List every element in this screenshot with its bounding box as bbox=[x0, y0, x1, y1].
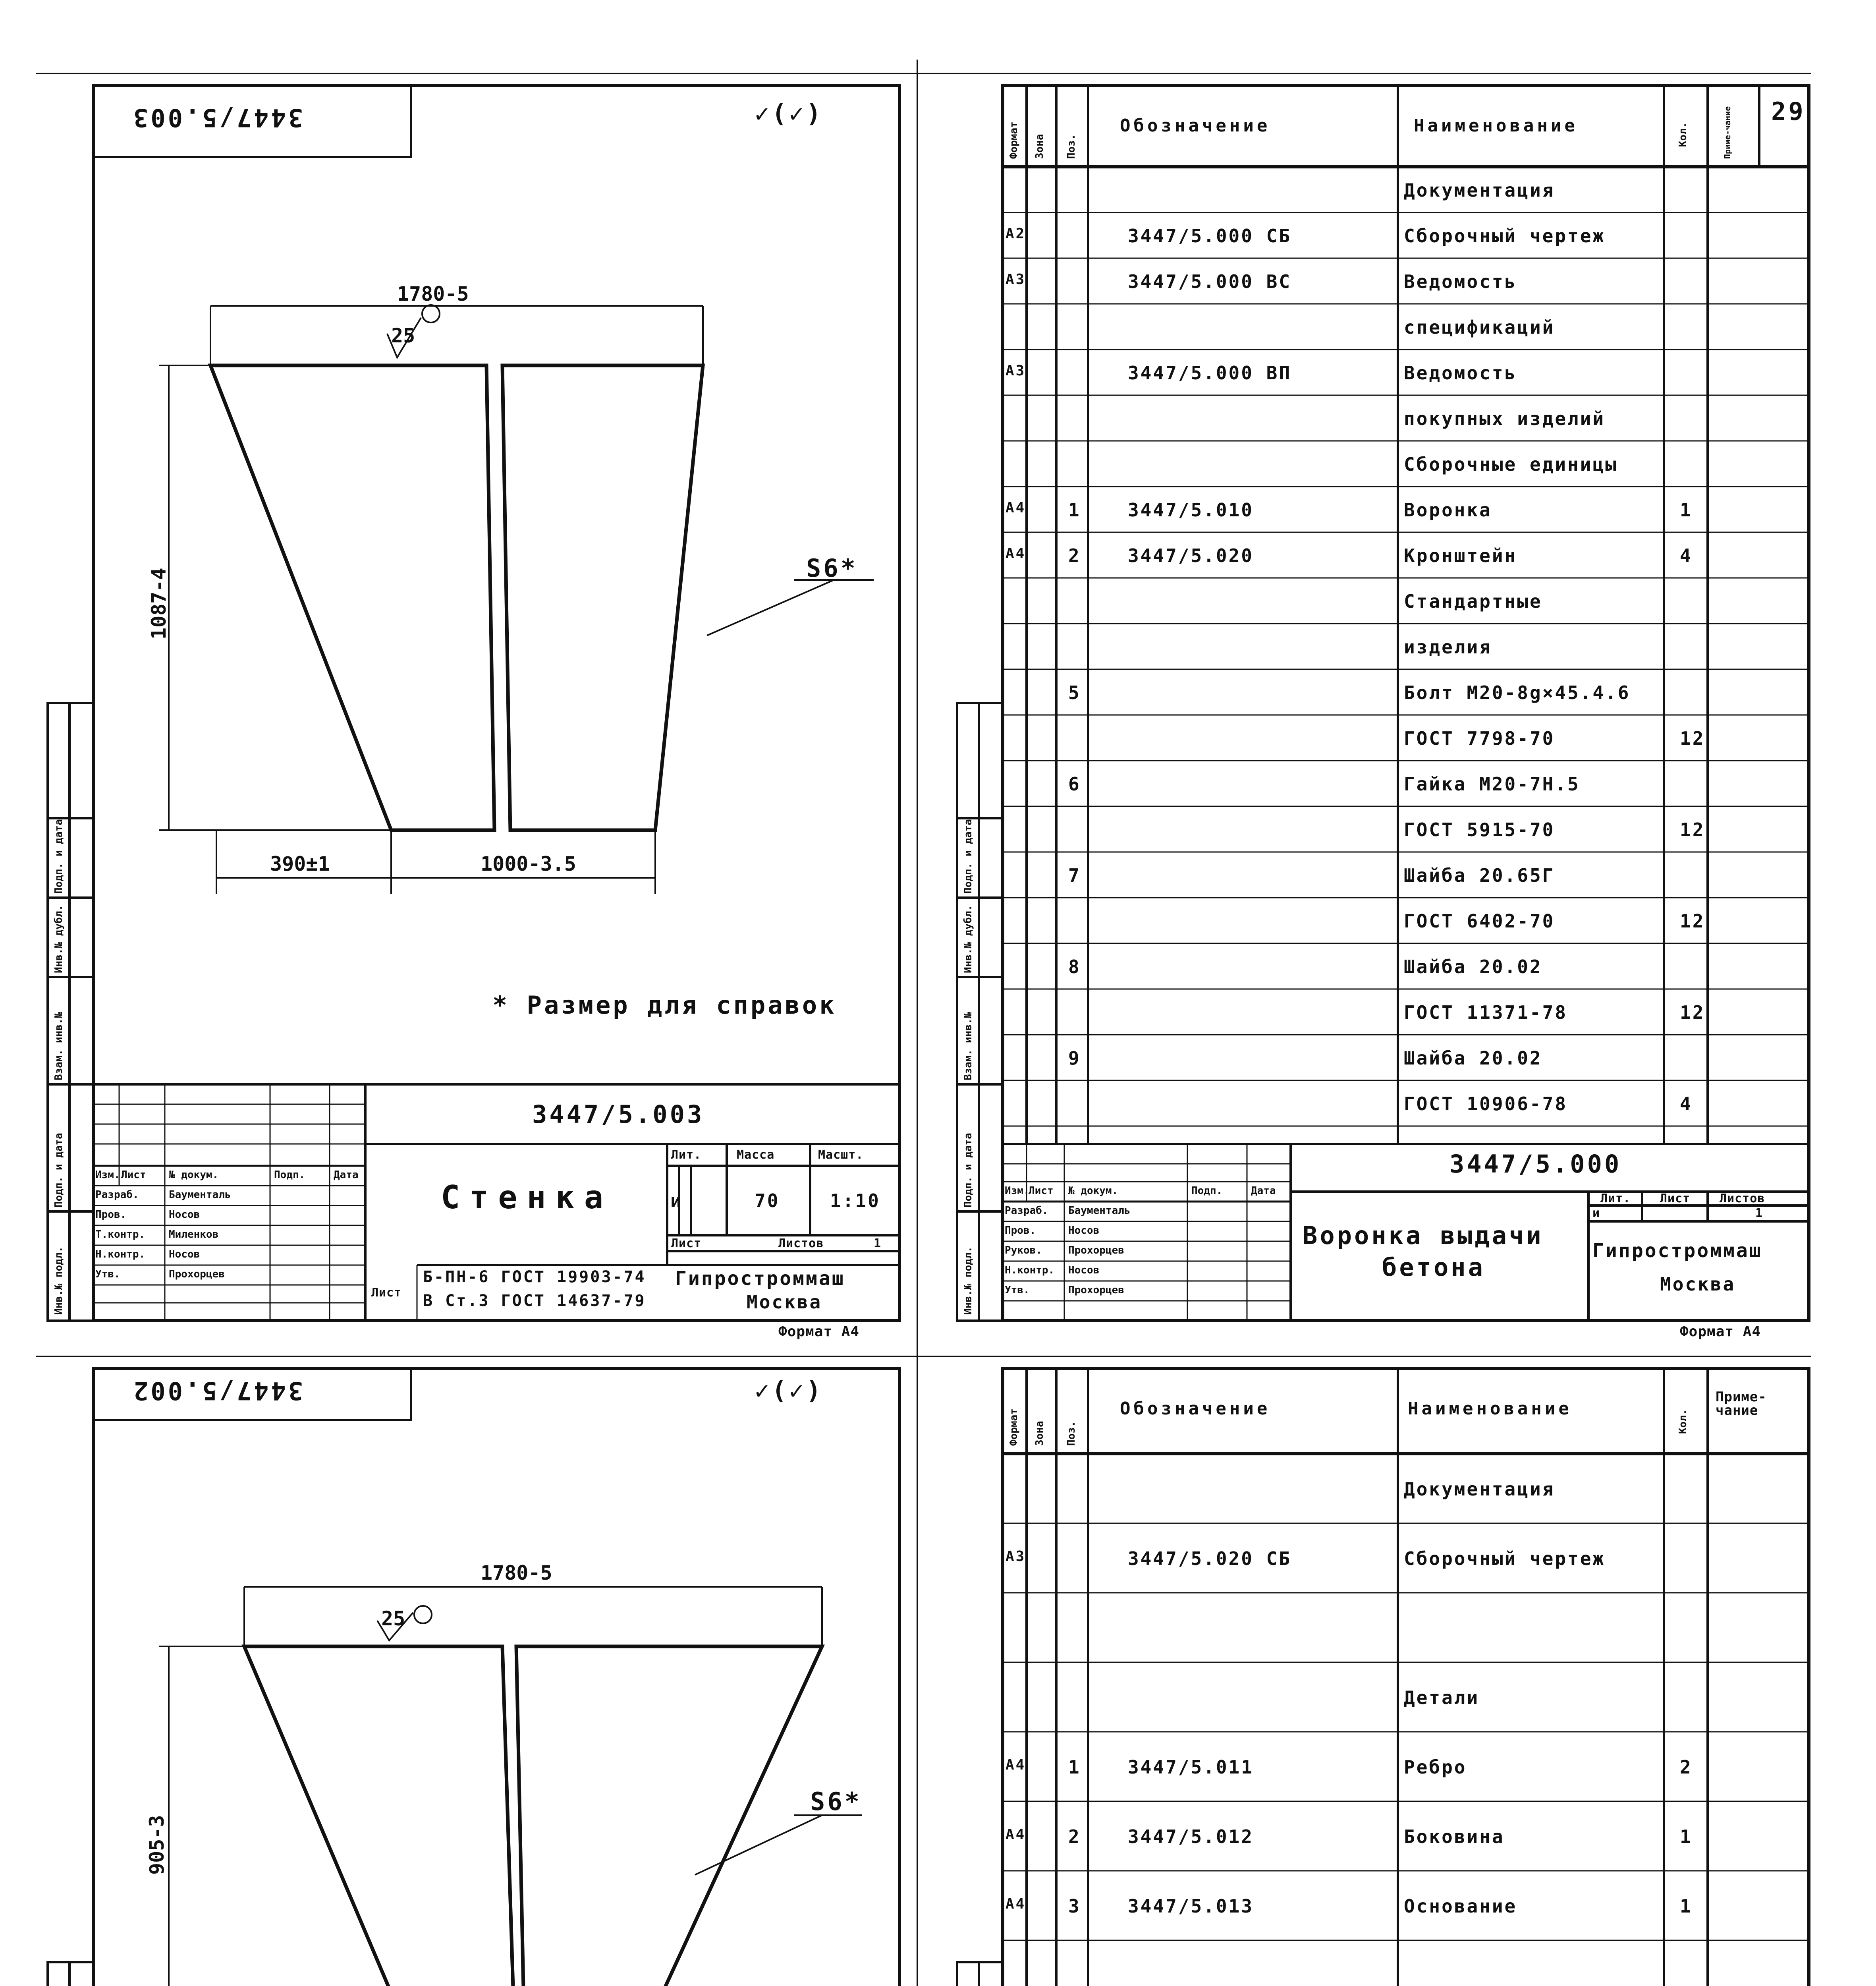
side-inv-dubl: Инв.№ дубл. bbox=[53, 904, 65, 973]
roughness-mark: ✓(✓) bbox=[755, 99, 824, 128]
tb-sign: Подп. bbox=[274, 1169, 305, 1181]
spec-qty: 1 bbox=[1680, 1826, 1693, 1847]
spec-pos: 5 bbox=[1068, 682, 1081, 703]
mass-value: 70 bbox=[755, 1190, 780, 1211]
spec-format: А4 bbox=[1006, 499, 1026, 516]
tb-name-5: Прохорцев bbox=[1068, 1284, 1124, 1296]
tb-role-3: Т.контр. bbox=[95, 1229, 145, 1240]
spec-pos: 7 bbox=[1068, 864, 1081, 886]
spec-name: Шайба 20.02 bbox=[1404, 1047, 1542, 1069]
tb-izm: Изм. bbox=[95, 1169, 120, 1181]
tb-role-1: Разраб. bbox=[95, 1189, 139, 1201]
sheets-hdr: Листов bbox=[778, 1236, 824, 1250]
reference-note: * Размер для справок bbox=[492, 991, 837, 1020]
tb-role-4: Н.контр. bbox=[1005, 1264, 1055, 1276]
spec-format: А4 bbox=[1006, 1756, 1026, 1773]
tb-doc: № докум. bbox=[169, 1169, 219, 1181]
hdr-format: Формат bbox=[1008, 122, 1020, 159]
tb-doc: № докум. bbox=[1068, 1185, 1118, 1197]
spec-pos: 6 bbox=[1068, 773, 1081, 795]
hdr-qty: Кол. bbox=[1677, 122, 1689, 147]
spec-name: Стандартные bbox=[1404, 590, 1542, 612]
material-2: В Ст.3 ГОСТ 14637-79 bbox=[423, 1292, 646, 1310]
tb-role-2: Пров. bbox=[95, 1209, 127, 1221]
sheets-hdr: Листов bbox=[1720, 1192, 1765, 1206]
tb-name-4: Носов bbox=[169, 1248, 200, 1260]
dim-top: 1780-5 bbox=[481, 1561, 552, 1584]
spec-qty: 12 bbox=[1680, 1001, 1705, 1023]
spec-name: Сборочные единицы bbox=[1404, 453, 1618, 475]
spec-designation: 3447/5.013 bbox=[1128, 1895, 1254, 1917]
hdr-name: Наименование bbox=[1414, 116, 1578, 136]
spec-designation: 3447/5.000 СБ bbox=[1128, 225, 1292, 247]
hdr-format: Формат bbox=[1008, 1408, 1020, 1446]
spec-name: Воронка bbox=[1404, 499, 1492, 521]
tb-sign: Подп. bbox=[1191, 1185, 1223, 1197]
mass-hdr: Масса bbox=[737, 1148, 775, 1162]
format-label: Формат А4 bbox=[1680, 1323, 1761, 1340]
hdr-designation: Обозначение bbox=[1120, 116, 1271, 136]
sheet-hdr: Лист bbox=[1660, 1192, 1691, 1206]
format-label: Формат А4 bbox=[778, 1323, 860, 1340]
tb-name-2: Носов bbox=[1068, 1225, 1100, 1236]
spec-name: ГОСТ 7798-70 bbox=[1404, 727, 1555, 749]
hdr-note: Приме-чание bbox=[1716, 1389, 1767, 1418]
spec-pos: 1 bbox=[1068, 499, 1081, 521]
hdr-qty: Кол. bbox=[1677, 1409, 1689, 1434]
spec-format: А4 bbox=[1006, 545, 1026, 562]
dim-left: 905-3 bbox=[145, 1815, 168, 1875]
spec-designation: 3447/5.000 ВС bbox=[1128, 270, 1292, 292]
tb-name-4: Носов bbox=[1068, 1264, 1100, 1276]
dim-bottom-2: 1000-3.5 bbox=[481, 852, 576, 875]
spec-pos: 2 bbox=[1068, 545, 1081, 566]
spec-designation: 3447/5.020 bbox=[1128, 545, 1254, 566]
spec-designation: 3447/5.020 СБ bbox=[1128, 1547, 1292, 1569]
lit-value: и bbox=[1592, 1206, 1600, 1220]
spec-pos: 8 bbox=[1068, 956, 1081, 978]
spec-name: Документация bbox=[1404, 179, 1555, 201]
tb-date: Дата bbox=[334, 1169, 359, 1181]
dim-top: 1780-5 bbox=[397, 282, 469, 305]
tb-role-5: Утв. bbox=[95, 1268, 120, 1280]
spec-designation: 3447/5.000 ВП bbox=[1128, 362, 1292, 384]
title-line-2: бетона bbox=[1382, 1253, 1485, 1282]
tb-date: Дата bbox=[1251, 1185, 1276, 1197]
spec-name: Гайка М20-7Н.5 bbox=[1404, 773, 1580, 795]
hdr-zone: Зона bbox=[1034, 1421, 1046, 1446]
spec-name: ГОСТ 10906-78 bbox=[1404, 1093, 1568, 1115]
side-inv-podl: Инв.№ подл. bbox=[53, 1246, 65, 1315]
tb-role-5: Утв. bbox=[1005, 1284, 1030, 1296]
spec-name: спецификаций bbox=[1404, 316, 1555, 338]
spec-format: А4 bbox=[1006, 1895, 1026, 1912]
spec-format: А2 bbox=[1006, 225, 1026, 242]
tb-role-4: Н.контр. bbox=[95, 1248, 145, 1260]
spec-designation: 3447/5.011 bbox=[1128, 1756, 1254, 1778]
dim-bottom-1: 390±1 bbox=[270, 852, 330, 875]
spec-format: А4 bbox=[1006, 1826, 1026, 1843]
tb-list: Лист bbox=[121, 1169, 146, 1181]
lit-hdr: Лит. bbox=[671, 1148, 702, 1162]
spec-qty: 4 bbox=[1680, 545, 1693, 566]
material-1: Б-ПН-6 ГОСТ 19903-74 bbox=[423, 1268, 646, 1286]
spec-pos: 9 bbox=[1068, 1047, 1081, 1069]
spec-format: А3 bbox=[1006, 1548, 1026, 1565]
spec-name: Детали bbox=[1404, 1687, 1480, 1708]
hdr-zone: Зона bbox=[1034, 134, 1046, 159]
lit-hdr: Лит. bbox=[1600, 1192, 1631, 1206]
spec-qty: 4 bbox=[1680, 1093, 1693, 1115]
spec-qty: 12 bbox=[1680, 819, 1705, 840]
tb-name-1: Баументаль bbox=[1068, 1205, 1131, 1217]
spec-name: изделия bbox=[1404, 636, 1492, 658]
spec-pos: 1 bbox=[1068, 1756, 1081, 1778]
spec-pos: 3 bbox=[1068, 1895, 1081, 1917]
spec-qty: 12 bbox=[1680, 910, 1705, 932]
spec-name: Ребро bbox=[1404, 1756, 1467, 1778]
title-line-1: Воронка выдачи bbox=[1303, 1221, 1544, 1250]
side-vzam: Взам. инв.№ bbox=[962, 1012, 974, 1080]
org-city: Москва bbox=[747, 1291, 822, 1313]
org-city: Москва bbox=[1660, 1273, 1736, 1295]
thickness-label: S6* bbox=[810, 1787, 862, 1816]
side-podp-1: Подп. и дата bbox=[962, 1133, 974, 1207]
corner-code: 3447/5.003 bbox=[131, 103, 303, 132]
spec-name: ГОСТ 6402-70 bbox=[1404, 910, 1555, 932]
list-word: Лист bbox=[371, 1286, 402, 1300]
side-vzam: Взам. инв.№ bbox=[53, 1012, 65, 1080]
hdr-pos: Поз. bbox=[1065, 1421, 1077, 1446]
spec-name: Боковина bbox=[1404, 1826, 1505, 1847]
spec-name: Документация bbox=[1404, 1478, 1555, 1500]
scale-value: 1:10 bbox=[830, 1190, 880, 1211]
tb-name-2: Носов bbox=[169, 1209, 200, 1221]
hdr-note: Приме-чание bbox=[1723, 106, 1732, 159]
doc-code: 3447/5.003 bbox=[532, 1100, 704, 1129]
roughness-mark: ✓(✓) bbox=[755, 1376, 824, 1405]
lit-value: и bbox=[670, 1190, 683, 1211]
spec-name: Основание bbox=[1404, 1895, 1517, 1917]
side-podp-2: Подп. и дата bbox=[962, 819, 974, 894]
tb-list: Лист bbox=[1029, 1185, 1054, 1197]
org-name: Гипростроммаш bbox=[1592, 1240, 1762, 1262]
tb-role-2: Пров. bbox=[1005, 1225, 1036, 1236]
side-podp-1: Подп. и дата bbox=[53, 1133, 65, 1207]
weld-size: 25 bbox=[391, 324, 415, 347]
spec-designation: 3447/5.012 bbox=[1128, 1826, 1254, 1847]
sheet-hdr: Лист bbox=[671, 1236, 702, 1250]
tb-name-1: Баументаль bbox=[169, 1189, 231, 1201]
spec-name: Ведомость bbox=[1404, 362, 1517, 384]
spec-qty: 1 bbox=[1680, 499, 1693, 521]
hdr-name: Наименование bbox=[1408, 1399, 1572, 1419]
part-title: Стенка bbox=[441, 1179, 613, 1216]
spec-designation: 3447/5.010 bbox=[1128, 499, 1254, 521]
thickness-label: S6* bbox=[806, 554, 858, 583]
tb-izm: Изм. bbox=[1005, 1185, 1030, 1197]
sheets-value: 1 bbox=[874, 1236, 882, 1250]
spec-name: Ведомость bbox=[1404, 270, 1517, 292]
spec-pos: 2 bbox=[1068, 1826, 1081, 1847]
spec-format: А3 bbox=[1006, 271, 1026, 288]
sheets-value: 1 bbox=[1755, 1206, 1763, 1220]
spec-name: Болт М20-8g×45.4.6 bbox=[1404, 682, 1631, 703]
hdr-designation: Обозначение bbox=[1120, 1399, 1271, 1419]
dim-left: 1087-4 bbox=[147, 568, 170, 639]
tb-role-1: Разраб. bbox=[1005, 1205, 1048, 1217]
corner-code: 3447/5.002 bbox=[131, 1376, 303, 1405]
spec-name: ГОСТ 5915-70 bbox=[1404, 819, 1555, 840]
org-name: Гипростроммаш bbox=[675, 1267, 845, 1290]
tb-name-3: Миленков bbox=[169, 1229, 219, 1240]
spec-name: Сборочный чертеж bbox=[1404, 225, 1606, 247]
scale-hdr: Масшт. bbox=[818, 1148, 864, 1162]
spec-name: Кронштейн bbox=[1404, 545, 1517, 566]
side-inv-podl: Инв.№ подл. bbox=[962, 1246, 974, 1315]
spec-name: ГОСТ 11371-78 bbox=[1404, 1001, 1568, 1023]
side-podp-2: Подп. и дата bbox=[53, 819, 65, 894]
spec-name: Шайба 20.65Г bbox=[1404, 864, 1555, 886]
tb-name-3: Прохорцев bbox=[1068, 1244, 1124, 1256]
weld-size: 25 bbox=[381, 1607, 405, 1630]
sheet-number: 29 bbox=[1771, 97, 1806, 126]
doc-code: 3447/5.000 bbox=[1449, 1149, 1622, 1178]
hdr-pos: Поз. bbox=[1065, 134, 1077, 159]
side-inv-dubl: Инв.№ дубл. bbox=[962, 904, 974, 973]
spec-name: Шайба 20.02 bbox=[1404, 956, 1542, 978]
spec-qty: 12 bbox=[1680, 727, 1705, 749]
spec-qty: 1 bbox=[1680, 1895, 1693, 1917]
spec-name: покупных изделий bbox=[1404, 408, 1606, 429]
tb-role-3: Руков. bbox=[1005, 1244, 1042, 1256]
tb-name-5: Прохорцев bbox=[169, 1268, 225, 1280]
spec-format: А3 bbox=[1006, 362, 1026, 379]
spec-qty: 2 bbox=[1680, 1756, 1693, 1778]
spec-name: Сборочный чертеж bbox=[1404, 1547, 1606, 1569]
